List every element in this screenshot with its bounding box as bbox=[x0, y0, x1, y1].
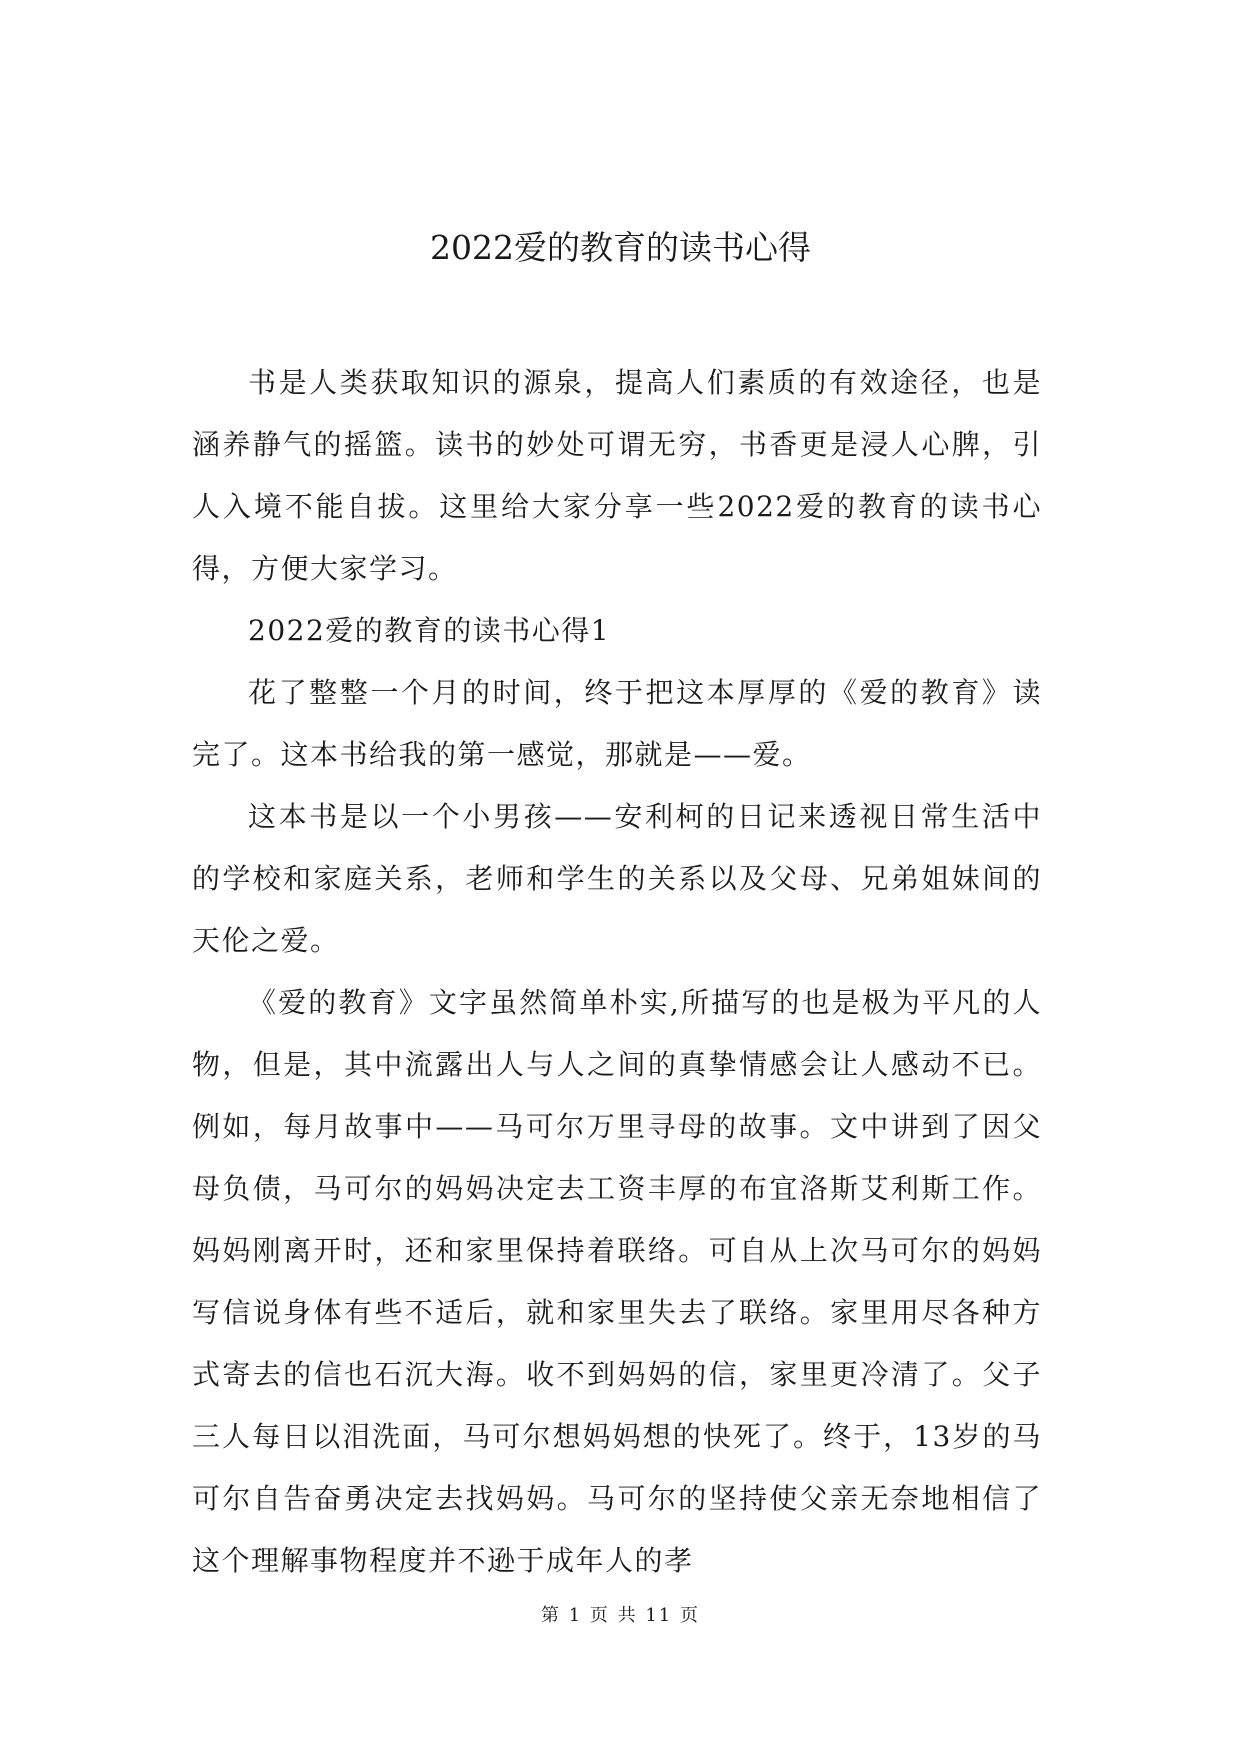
paragraph-4: 《爱的教育》文字虽然简单朴实,所描写的也是极为平凡的人物，但是，其中流露出人与人之间的真挚情感会让人感动不已。例如，每月故事中——马可尔万里寻母的故事。文中讲到了因父母负债，马可尔的妈妈决定去工资丰厚的布宜洛斯艾利斯工作。妈妈刚离开时，还和家里保持着联络。可自从上次马可尔的妈妈写信说身体有些不适后，就和家里失去了联络。家里用尽各种方式寄去的信也石沉大海。收不到妈妈的信，家里更冷清了。父子三人每日以泪洗面，马可尔想妈妈想的快死了。终于，13岁的马可尔自告奋勇决定去找妈妈。马可尔的坚持使父亲无奈地相信了这个理解事物程度并不逊于成年人的孝 bbox=[192, 986, 1042, 1577]
paragraph-2: 花了整整一个月的时间，终于把这本厚厚的《爱的教育》读完了。这本书给我的第一感觉，那就是——爱。 bbox=[192, 676, 1042, 771]
paragraph-3: 这本书是以一个小男孩——安利柯的日记来透视日常生活中的学校和家庭关系，老师和学生的关系以及父母、兄弟姐妹间的天伦之爱。 bbox=[192, 800, 1042, 957]
section-heading: 2022爱的教育的读书心得1 bbox=[248, 614, 611, 647]
paragraph-intro: 书是人类获取知识的源泉，提高人们素质的有效途径，也是涵养静气的摇篮。读书的妙处可谓无穷，书香更是浸人心脾，引人入境不能自拔。这里给大家分享一些2022爱的教育的读书心得，方便大家学习。 bbox=[192, 366, 1042, 585]
page-footer: 第 1 页 共 11 页 bbox=[541, 1605, 700, 1626]
document-body bbox=[192, 352, 1042, 1592]
document-title: 2022爱的教育的读书心得 bbox=[430, 228, 811, 267]
